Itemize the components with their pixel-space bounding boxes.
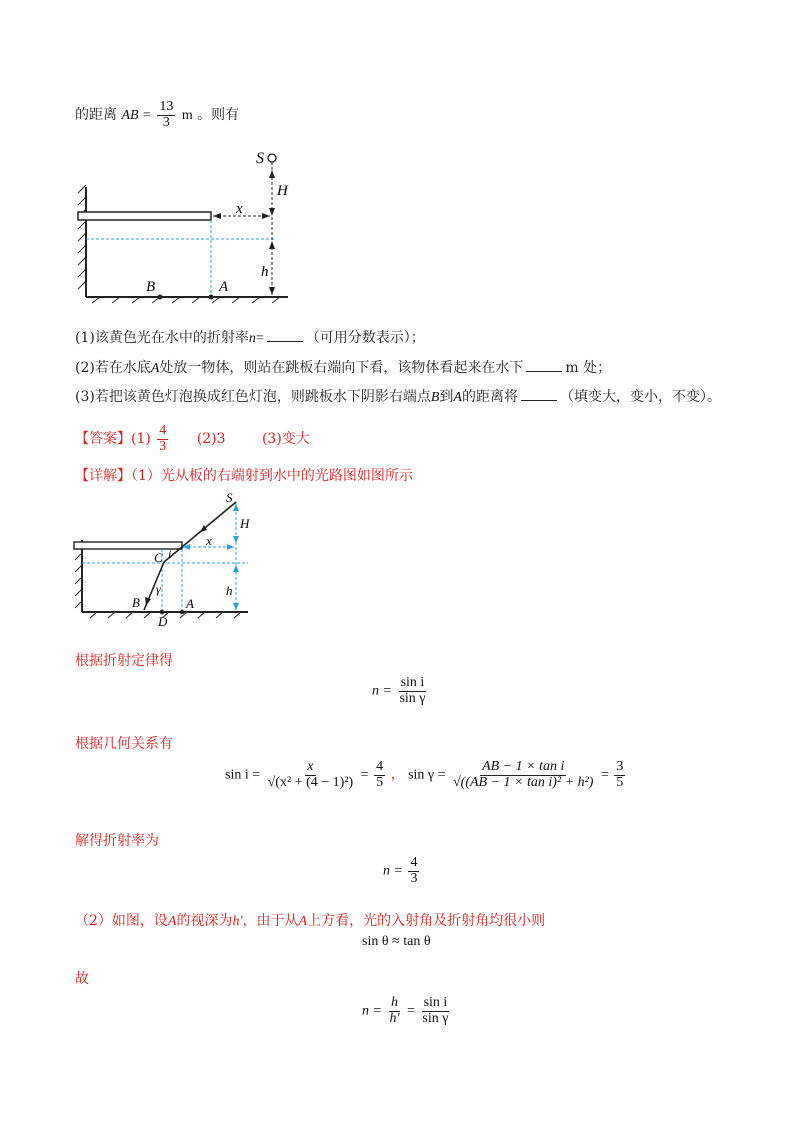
question-1 <box>75 327 425 347</box>
e1-eq: = <box>360 767 369 783</box>
fig2-A: A <box>186 596 194 611</box>
therefore-label: 故 <box>75 971 89 987</box>
detail-tag: 【详解】 <box>75 468 131 484</box>
distance-fraction <box>157 100 175 130</box>
ab-symbol: AB <box>121 108 139 124</box>
q3-end: （填变大，变小，不变）。 <box>559 389 721 405</box>
q1-n: n <box>248 331 256 346</box>
fig1-H: H <box>277 183 288 199</box>
therefore-d1: h′ <box>389 1010 400 1026</box>
p2-mid: 的视深为 <box>176 913 233 929</box>
q2-blank <box>526 359 562 372</box>
e1-num: x <box>307 759 314 774</box>
q2-mid: 处放一物体，则站在跳板右端向下看，该物体看起来在水下 <box>159 360 524 376</box>
law-fraction <box>397 676 427 706</box>
intro-line <box>75 100 239 130</box>
answer-line <box>75 424 310 454</box>
q3-B: B <box>430 390 440 405</box>
q3-text: (3)若把该黄色灯泡换成红色灯泡，则跳板水下阴影右端点 <box>75 389 431 405</box>
fig1-h: h <box>261 264 269 280</box>
answer-den: 3 <box>159 438 167 454</box>
approx-equation: sin θ ≈ tan θ <box>362 934 431 949</box>
fig2-C: C <box>154 550 163 565</box>
e1-rd: 5 <box>376 774 384 790</box>
solve-label: 解得折射率为 <box>75 833 159 849</box>
fig2-H: H <box>240 516 250 531</box>
p2-end: 上方看，光的入射角及折射角均很小则 <box>307 913 546 929</box>
intro-suffix: 。则有 <box>197 107 240 124</box>
law-equation <box>372 676 429 706</box>
therefore-d2: sin γ <box>422 1010 449 1026</box>
fig2-B: B <box>132 595 140 610</box>
answer-fraction <box>157 424 168 454</box>
equals: = <box>143 108 151 124</box>
answer-p2: (2)3 <box>196 431 226 448</box>
law-den: sin γ <box>399 690 426 706</box>
answer-num: 4 <box>159 423 167 438</box>
q2-text: (2)若在水底 <box>75 360 151 376</box>
therefore-frac-1 <box>387 996 401 1026</box>
q3-A: A <box>453 390 462 405</box>
e1-den: √(x² + (4 − 1)²) <box>267 774 354 790</box>
solve-num: 4 <box>410 855 418 870</box>
q3-to: 到 <box>439 389 454 405</box>
e2-rd: 5 <box>616 774 624 790</box>
e1-lhs: sin i = <box>225 767 261 783</box>
e2-den: √((AB − 1 × tan i)² + h²) <box>452 774 594 790</box>
e1-fraction <box>266 760 356 790</box>
question-2 <box>75 357 611 377</box>
fig2-i: i <box>168 547 172 561</box>
geom-sep: ， <box>390 767 405 783</box>
e1-rn: 4 <box>376 759 384 774</box>
therefore-frac-2 <box>420 996 450 1026</box>
part2-line <box>75 910 545 930</box>
fig2-h: h <box>226 583 233 598</box>
law-num: sin i <box>400 675 425 690</box>
q1-text: (1)该黄色光在水中的折射率 <box>75 330 249 346</box>
frac-num: 13 <box>159 99 174 114</box>
q1-eq: = <box>255 331 264 346</box>
intro-prefix: 的距离 <box>75 107 117 124</box>
e2-result <box>614 760 625 790</box>
e2-num: AB − 1 × tan i <box>482 759 565 774</box>
geom-equations <box>225 760 627 790</box>
q3-blank <box>521 388 557 401</box>
e2-fraction <box>451 760 595 790</box>
q3-tail: 的距离将 <box>461 389 518 405</box>
p2-tail: ，由于从 <box>242 913 299 929</box>
figure-2 <box>70 490 260 630</box>
fig1-S: S <box>256 150 264 167</box>
detail-text: （1）光从板的右端射到水中的光路图如图所示 <box>131 468 413 484</box>
e2-lhs: sin γ = <box>408 767 446 783</box>
unit: m <box>181 108 193 124</box>
detail-line <box>75 465 413 485</box>
answer-p3: (3)变大 <box>261 431 310 448</box>
answer-p1: (1) <box>131 431 151 448</box>
fig2-x: x <box>206 533 212 548</box>
fig2-D: D <box>158 614 168 629</box>
p2-text: （2）如图，设 <box>75 913 168 929</box>
p2-A: A <box>167 914 177 929</box>
fig1-x: x <box>236 201 243 217</box>
q1-tail: （可用分数表示）； <box>305 330 425 346</box>
question-3 <box>75 386 721 406</box>
fig1-B: B <box>146 279 156 295</box>
therefore-n1: h <box>390 995 398 1010</box>
figure-1 <box>70 145 300 305</box>
therefore-lhs: n = <box>362 1003 382 1019</box>
e2-eq: = <box>600 767 609 783</box>
e1-result <box>374 760 385 790</box>
law-label: 根据折射定律得 <box>75 653 173 669</box>
frac-den: 3 <box>162 114 170 130</box>
q2-A: A <box>150 361 160 376</box>
p2-A2: A <box>298 914 308 929</box>
solve-fraction <box>408 856 419 886</box>
e2-rn: 3 <box>616 759 624 774</box>
geom-label: 根据几何关系有 <box>75 736 173 752</box>
p2-hp: h′ <box>232 914 243 929</box>
fig2-S: S <box>226 490 233 505</box>
solve-equation <box>383 856 421 886</box>
fig2-gamma: γ <box>156 582 161 596</box>
solve-lhs: n = <box>383 863 403 879</box>
law-lhs: n = <box>372 683 392 699</box>
q2-tail: m 处； <box>565 360 612 376</box>
therefore-eq: = <box>407 1003 415 1019</box>
therefore-n2: sin i <box>423 995 448 1010</box>
fig1-A: A <box>219 279 229 295</box>
q1-blank <box>267 329 303 342</box>
therefore-equation <box>362 996 452 1026</box>
answer-tag: 【答案】 <box>75 431 131 448</box>
solve-den: 3 <box>410 870 418 886</box>
